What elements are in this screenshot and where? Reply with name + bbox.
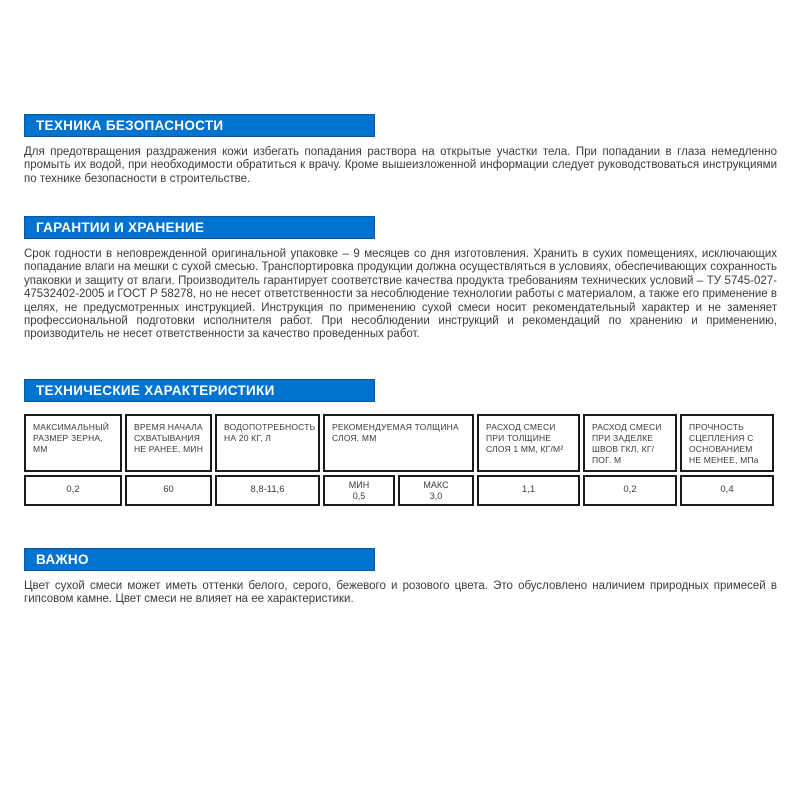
section-title-safety: ТЕХНИКА БЕЗОПАСНОСТИ <box>36 118 224 133</box>
specs-table-header-row <box>24 414 774 472</box>
header-cell-adhesion-strength: ПРОЧНОСТЬ СЦЕПЛЕНИЯ С ОСНОВАНИЕМ НЕ МЕНЕЕ, МПа <box>680 414 774 472</box>
paragraph-important: Цвет сухой смеси может иметь оттенки белого, серого, бежевого и розового цвета. Это обусловлено наличием природных примесей в гипсовом камне. Цвет смеси не влияет на ее характеристики. <box>24 580 777 606</box>
header-cell-consumption-per-mm: РАСХОД СМЕСИ ПРИ ТОЛЩИНЕ СЛОЯ 1 ММ, КГ/М² <box>477 414 580 472</box>
layer-max-value: 3,0 <box>429 490 443 501</box>
value-cell-adhesion-strength: 0,4 <box>680 475 774 506</box>
value-cell-max-grain-size: 0,2 <box>24 475 122 506</box>
layer-min-label: МИН <box>348 480 370 490</box>
specs-table <box>21 411 777 509</box>
section-title-specs: ТЕХНИЧЕСКИЕ ХАРАКТЕРИСТИКИ <box>36 383 275 398</box>
value-cell-water-demand: 8,8-11,6 <box>215 475 320 506</box>
value-cell-layer-max <box>398 475 474 506</box>
section-header-warranty <box>24 216 375 239</box>
header-cell-layer-thickness: РЕКОМЕНДУЕМАЯ ТОЛЩИНА СЛОЯ, ММ <box>323 414 474 472</box>
value-cell-consumption-joints: 0,2 <box>583 475 677 506</box>
header-cell-water-demand: ВОДОПОТРЕБНОСТЬ НА 20 КГ, Л <box>215 414 320 472</box>
paragraph-warranty: Срок годности в неповрежденной оригинальной упаковке – 9 месяцев со дня изготовления. Хранить в сухих помещениях, исключающих попадание влаги на мешки с сухой смесью. Транспортировка продукции должна осуществляться в условиях, обеспечивающих сохранность упаковки и защиту от влаги. Производитель гарантирует соответствие качества продукта требованиям технических условий – ТУ 5745-027-47532402-2005 и ГОСТ Р 58278, но не несет ответственности за несоблюдение технологии работы с материалом, а также его применение в целях, не предусмотренных инструкцией. Инструкция по применению сухой смеси носит рекомендательный характер и не заменяет профессиональной подготовки исполнителя работ. При несоблюдении инструкций и рекомендаций по хранению и применению, производитель не несет ответственности за качество проведенных работ. <box>24 248 777 341</box>
section-title-warranty: ГАРАНТИИ И ХРАНЕНИЕ <box>36 220 205 235</box>
value-cell-setting-time: 60 <box>125 475 212 506</box>
section-header-safety <box>24 114 375 137</box>
specs-table-data-row <box>24 475 774 506</box>
header-cell-consumption-joints: РАСХОД СМЕСИ ПРИ ЗАДЕЛКЕ ШВОВ ГКЛ, КГ/ПОГ. М <box>583 414 677 472</box>
section-header-important <box>24 548 375 571</box>
section-header-specs <box>24 379 375 402</box>
header-cell-setting-time: ВРЕМЯ НАЧАЛА СХВАТЫВАНИЯ НЕ РАНЕЕ, МИН <box>125 414 212 472</box>
paragraph-safety: Для предотвращения раздражения кожи избегать попадания раствора на открытые участки тела. При попадании в глаза немедленно промыть их водой, при необходимости обратиться к врачу. Кроме вышеизложенной информации следует руководствоваться инструкциями по технике безопасности в строительстве. <box>24 146 777 185</box>
header-cell-max-grain-size: МАКСИМАЛЬНЫЙ РАЗМЕР ЗЕРНА, ММ <box>24 414 122 472</box>
layer-min-value: 0,5 <box>352 490 366 501</box>
value-cell-consumption-per-mm: 1,1 <box>477 475 580 506</box>
value-cell-layer-min <box>323 475 395 506</box>
section-title-important: ВАЖНО <box>36 552 89 567</box>
layer-max-label: МАКС <box>423 480 449 490</box>
